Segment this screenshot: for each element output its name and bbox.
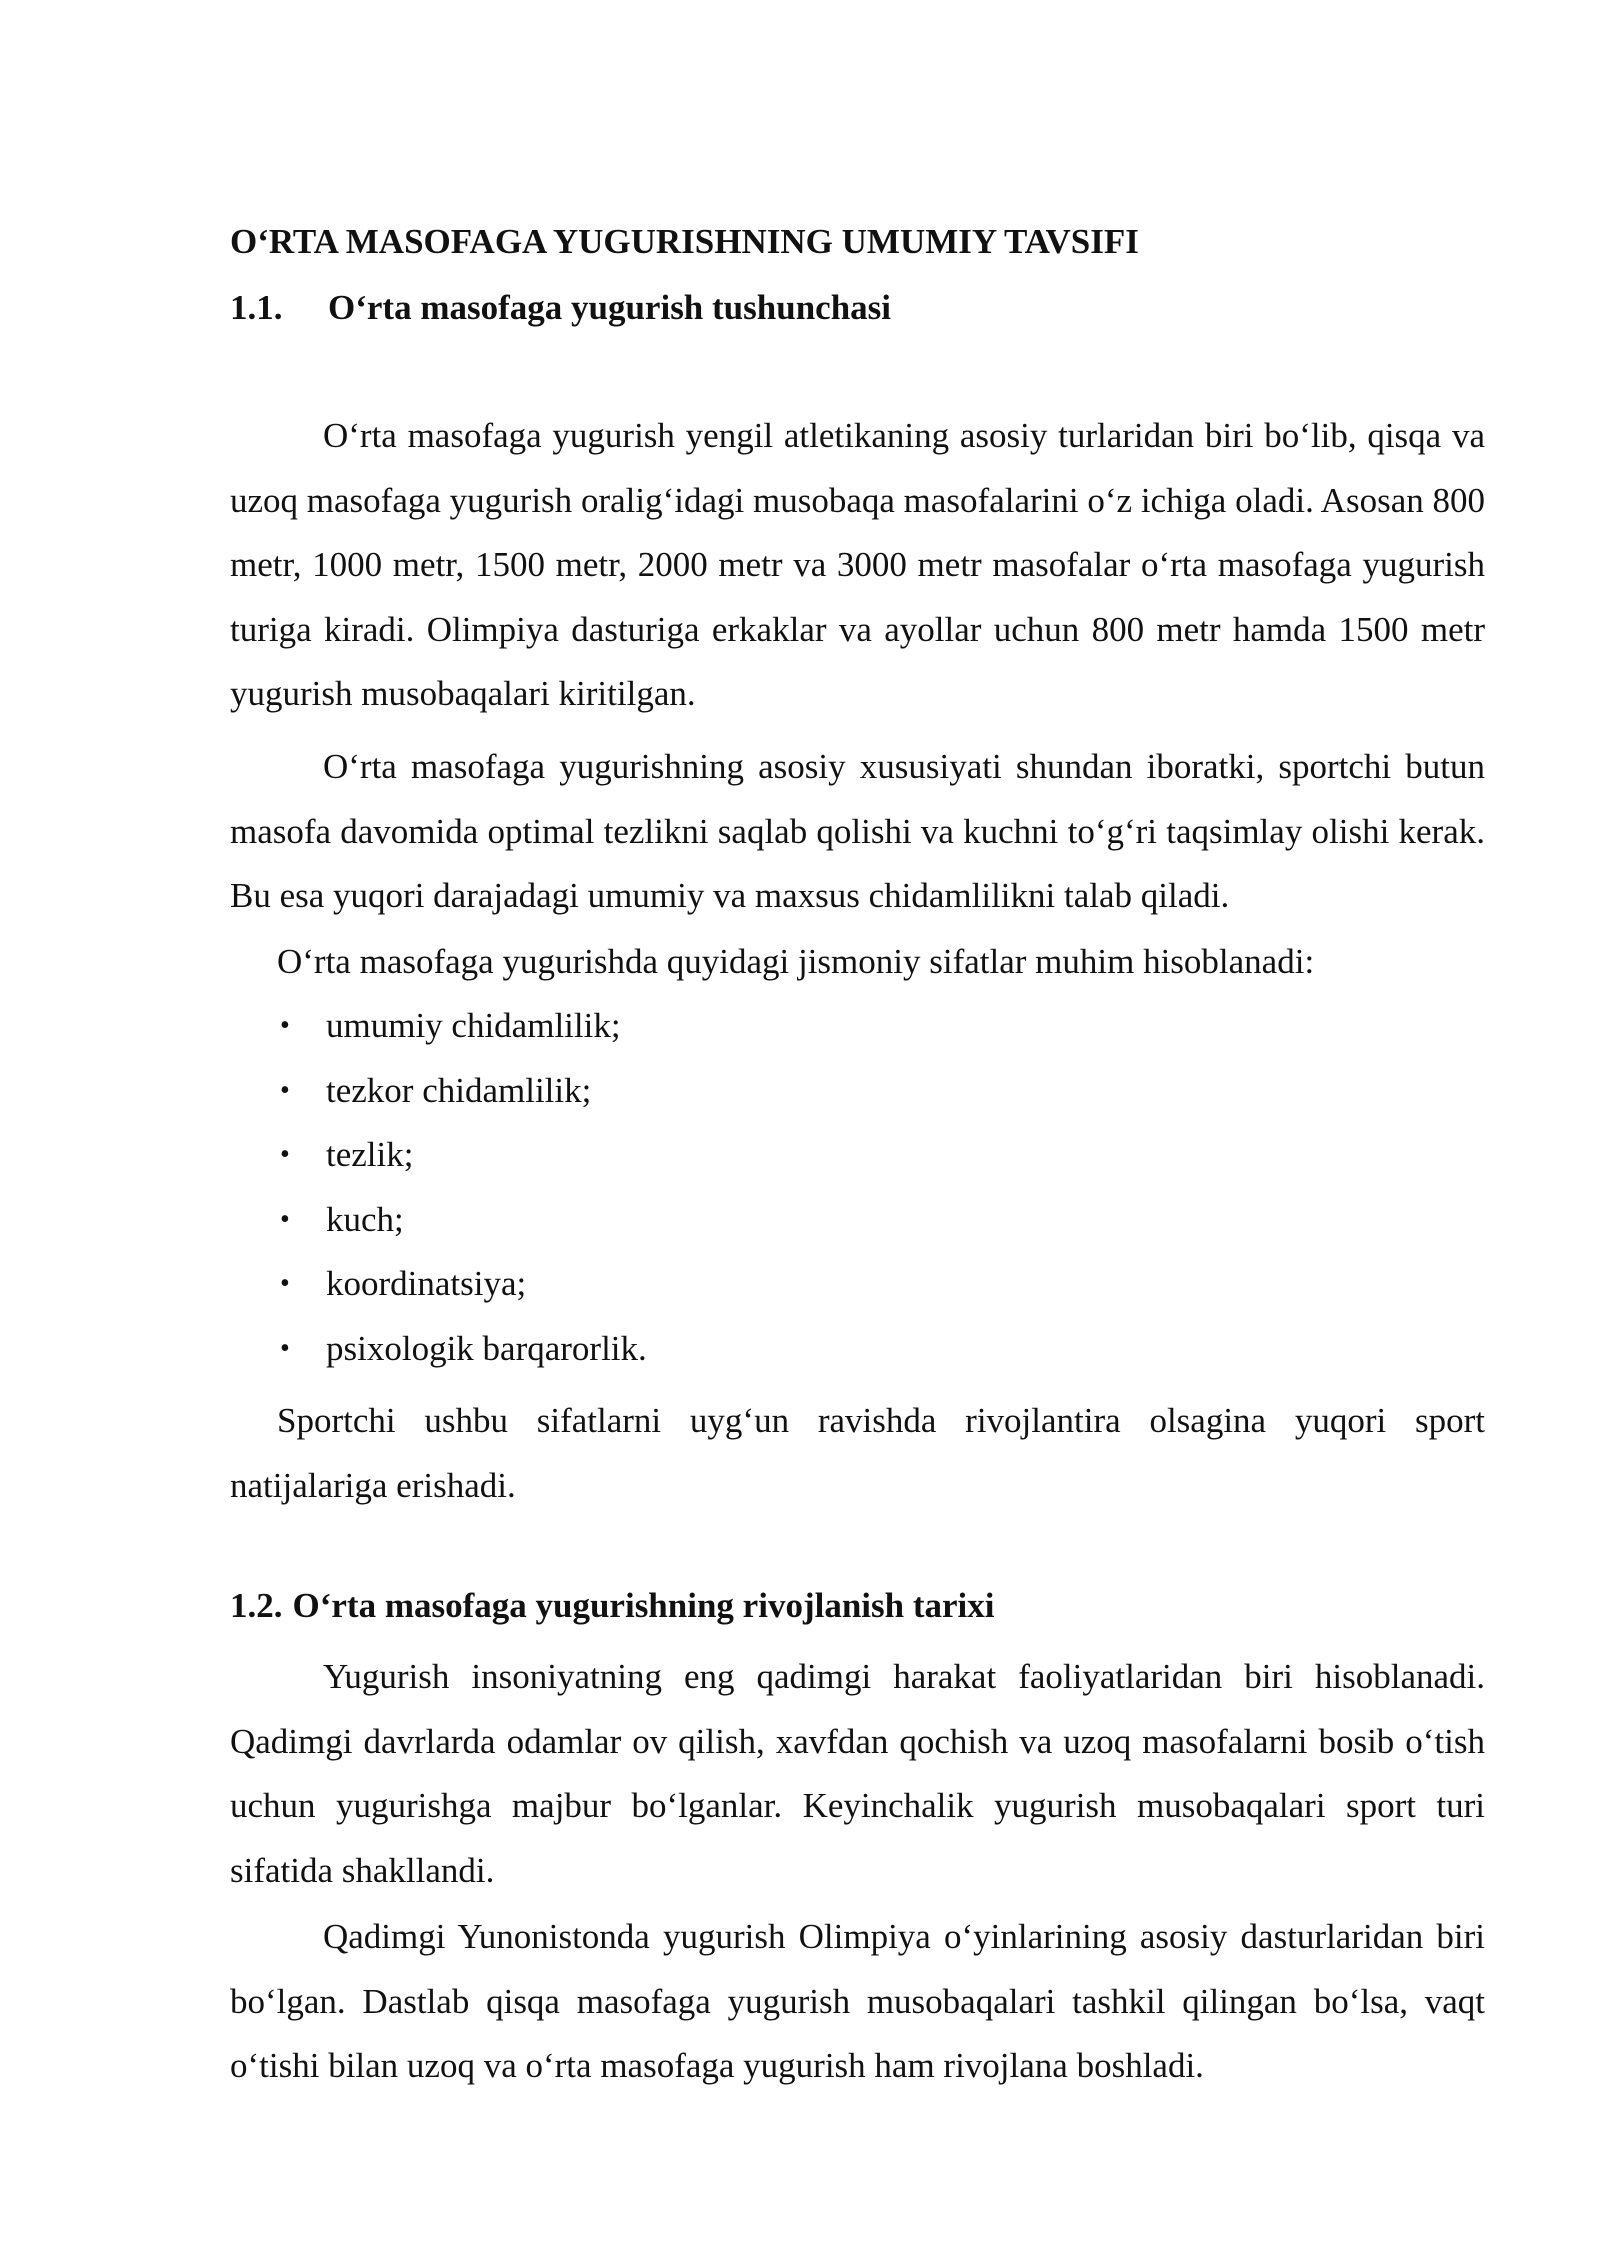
section-1-1-title: O‘rta masofaga yugurish tushunchasi <box>328 288 892 327</box>
list-item-text: tezkor chidamlilik; <box>326 1070 592 1110</box>
list-item <box>230 1123 647 1188</box>
section-1-1-paragraph-1: O‘rta masofaga yugurish yengil atletikaning asosiy turlaridan biri bo‘lib, qisqa va uzoq masofaga yugurish oralig‘idagi musobaqa masofalarini o‘z ichiga oladi. Asosan 800 metr, 1000 metr, 1500 metr, 2000 metr va 3000 metr masofalar o‘rta masofaga yugurish turiga kiradi. Olimpiya dasturiga erkaklar va ayollar uchun 800 metr hamda 1500 metr yugurish musobaqalari kiritilgan. <box>230 416 1485 713</box>
list-item <box>230 1317 647 1382</box>
list-item-text: umumiy chidamlilik; <box>326 1006 621 1045</box>
bullet-icon: • <box>280 1332 290 1364</box>
bullet-icon: • <box>280 1268 290 1299</box>
bullet-icon: • <box>280 1203 290 1235</box>
section-1-1-number: 1.1. <box>230 288 283 327</box>
list-item <box>230 1252 647 1317</box>
list-item <box>230 1188 647 1253</box>
list-item-text: tezlik; <box>326 1135 414 1174</box>
document-title: O‘RTA MASOFAGA YUGURISHNING UMUMIY TAVSIFI <box>230 222 1139 261</box>
list-item-text: kuch; <box>326 1199 404 1239</box>
qualities-list-lead: O‘rta masofaga yugurishda quyidagi jismoniy sifatlar muhim hisoblanadi: <box>277 942 1315 981</box>
section-1-1-paragraph-3: Sportchi ushbu sifatlarni uyg‘un ravishda rivojlantira olsagina yuqori sport natijalariga erishadi. <box>230 1401 1485 1505</box>
section-1-2-number: 1.2. <box>230 1586 283 1625</box>
list-item <box>230 1059 647 1124</box>
section-1-2-paragraph-1: Yugurish insoniyatning eng qadimgi harakat faoliyatlaridan biri hisoblanadi. Qadimgi davrlarda odamlar ov qilish, xavfdan qochish va uzoq masofalarni bosib o‘tish uchun yugurishga majbur bo‘lganlar. Keyinchalik yugurish musobaqalari sport turi sifatida shakllandi. <box>230 1657 1485 1890</box>
bullet-icon: • <box>280 1139 290 1170</box>
list-item <box>230 994 647 1059</box>
list-item-text: koordinatsiya; <box>326 1264 527 1303</box>
section-1-1-paragraph-2: O‘rta masofaga yugurishning asosiy xususiyati shundan iboratki, sportchi butun masofa davomida optimal tezlikni saqlab qolishi va kuchni to‘g‘ri taqsimlay olishi kerak. Bu esa yuqori darajadagi umumiy va maxsus chidamlilikni talab qiladi. <box>230 747 1485 915</box>
section-1-2-heading <box>230 1584 994 1628</box>
section-1-1-heading <box>230 286 891 330</box>
list-item-text: psixologik barqarorlik. <box>326 1328 647 1368</box>
section-1-2-paragraph-2: Qadimgi Yunonistonda yugurish Olimpiya o‘yinlarining asosiy dasturlaridan biri bo‘lgan. Dastlab qisqa masofaga yugurish musobaqalari tashkil qilingan bo‘lsa, vaqt o‘tishi bilan uzoq va o‘rta masofaga yugurish ham rivojlana boshladi. <box>230 1917 1485 2085</box>
section-1-2-title: O‘rta masofaga yugurishning rivojlanish tarixi <box>292 1586 995 1625</box>
bullet-icon: • <box>280 1010 290 1041</box>
bullet-icon: • <box>280 1074 290 1106</box>
qualities-list <box>230 994 647 1381</box>
